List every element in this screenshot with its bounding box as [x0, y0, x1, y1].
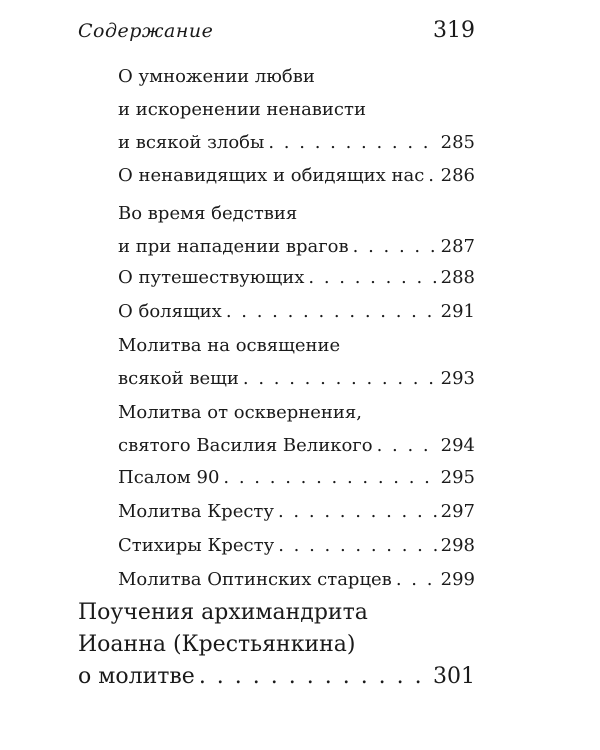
toc-entry-page: 291 — [440, 301, 475, 322]
toc-entry-page: 298 — [440, 535, 475, 556]
toc-entry-page: 293 — [440, 368, 475, 389]
running-title: Содержание — [78, 20, 214, 42]
toc-entry — [118, 563, 475, 596]
toc-entry-line: Во время бедствия — [118, 203, 298, 224]
toc-entry-title: О ненавидящих и обидящих нас — [118, 165, 425, 186]
toc-entry-page: 294 — [440, 435, 475, 456]
dot-leader — [308, 261, 436, 294]
toc-entry — [118, 396, 475, 462]
dot-leader — [428, 159, 436, 192]
toc-entry-title: Псалом 90 — [118, 467, 220, 488]
toc-entry — [118, 529, 475, 562]
dot-leader — [199, 661, 429, 693]
toc-entry — [118, 60, 475, 159]
dot-leader — [377, 429, 437, 462]
toc-entry-title: Молитва Кресту — [118, 501, 274, 522]
toc-entry — [118, 295, 475, 328]
dot-leader — [353, 230, 437, 263]
dot-leader — [396, 563, 437, 596]
toc-entry-title: Стихиры Кресту — [118, 535, 275, 556]
toc-entry-title: О болящих — [118, 301, 222, 322]
toc-entry-page: 299 — [440, 569, 475, 590]
dot-leader — [226, 295, 437, 328]
page-number: 319 — [433, 18, 475, 43]
dot-leader — [278, 529, 436, 562]
dot-leader — [268, 126, 436, 159]
toc-entry — [118, 329, 475, 395]
dot-leader — [243, 362, 437, 395]
toc-entry — [118, 261, 475, 294]
dot-leader — [278, 495, 437, 528]
toc-entry-page: 287 — [440, 236, 475, 257]
toc-entry-title: О путешествующих — [118, 267, 305, 288]
toc-entry-line: и искоренении ненависти — [118, 99, 366, 120]
toc-entry-line: О умножении любви — [118, 66, 315, 87]
toc-entry-page: 297 — [440, 501, 475, 522]
toc-entry-page: 286 — [440, 165, 475, 186]
toc-entry — [118, 197, 475, 263]
page-header — [78, 18, 475, 43]
toc-entry — [118, 495, 475, 528]
toc-entry-page: 301 — [433, 664, 475, 689]
toc-entry-line: Иоанна (Крестьянкина) — [78, 632, 356, 657]
toc-entry-page: 288 — [440, 267, 475, 288]
toc-section-entry — [78, 597, 475, 693]
toc-entry-line: Поучения архимандрита — [78, 600, 368, 625]
toc-entry-title: всякой вещи — [118, 368, 239, 389]
toc-entry — [118, 159, 475, 192]
toc-entry — [118, 461, 475, 494]
toc-entry-title: и всякой злобы — [118, 132, 265, 153]
toc-entry-line: Молитва на освящение — [118, 335, 341, 356]
toc-entry-page: 295 — [440, 467, 475, 488]
dot-leader — [223, 461, 436, 494]
toc-entry-title: и при нападении врагов — [118, 236, 349, 257]
toc-entry-title: Молитва Оптинских старцев — [118, 569, 392, 590]
toc-entry-title: святого Василия Великого — [118, 435, 373, 456]
toc-entry-title: о молитве — [78, 664, 195, 689]
toc-entry-page: 285 — [440, 132, 475, 153]
toc-entry-line: Молитва от осквернения, — [118, 402, 362, 423]
